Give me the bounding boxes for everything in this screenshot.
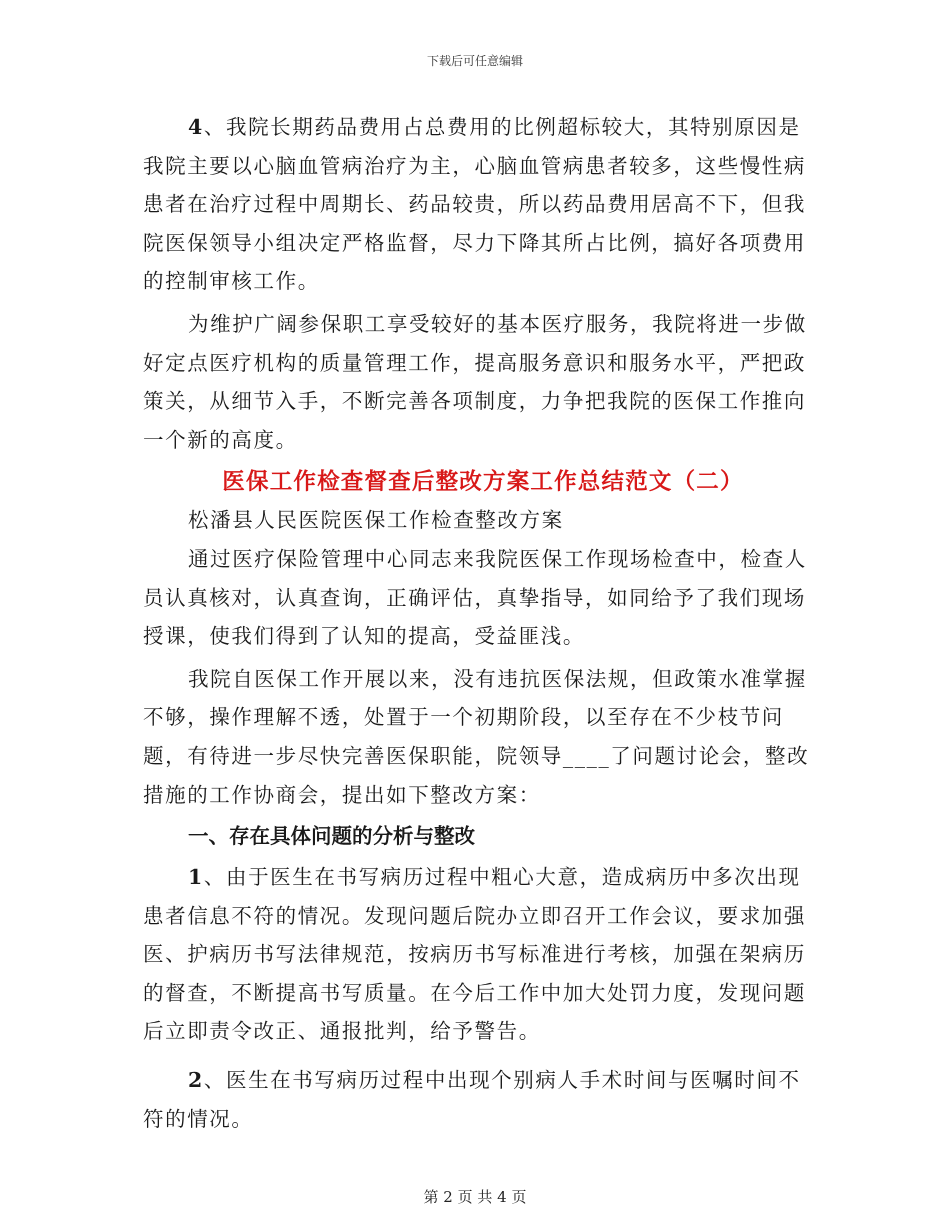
item-number: 2 bbox=[188, 1068, 204, 1093]
page-footer: 第 2 页 共 4 页 bbox=[423, 1188, 527, 1206]
item-number: 4 bbox=[188, 115, 204, 139]
list-item bbox=[143, 858, 813, 1051]
section-title: 医保工作检查督查后整改方案工作总结范文（二） bbox=[222, 469, 744, 496]
list-item-text: 、由于医生在书写病历过程中粗心大意，造成病历中多次出现患者信息不符的情况。发现问题后院办立即召开工作会议，要求加强医、护病历书写法律规范，按病历书写标准进行考核，加强在架病历的督查，不断提高书写质量。在今后工作中加大处罚力度，发现问题后立即责令改正、通报批判，给予警告。 bbox=[143, 865, 806, 1044]
document-subtitle: 松潘县人民医院医保工作检查整改方案 bbox=[188, 508, 564, 533]
page-header-note: 下载后可任意编辑 bbox=[426, 54, 523, 68]
paragraph-item-4 bbox=[143, 108, 813, 301]
list-item bbox=[143, 1061, 813, 1138]
paragraph-intro: 通过医疗保险管理中心同志来我院医保工作现场检查中，检查人员认真核对，认真查询，正确评估，真挚指导，如同给予了我们现场授课，使我们得到了认知的提高，受益匪浅。 bbox=[143, 546, 807, 649]
list-item-text: 、医生在书写病历过程中出现个别病人手术时间与医嘱时间不符的情况。 bbox=[143, 1068, 801, 1131]
paragraph-conclusion: 为维护广阔参保职工享受较好的基本医疗服务，我院将进一步做好定点医疗机构的质量管理工作，提高服务意识和服务水平，严把政策关，从细节入手，不断完善各项制度，力争把我院的医保工作推向一个新的高度。 bbox=[143, 311, 807, 452]
item-number: 1 bbox=[188, 865, 204, 890]
paragraph-status: 我院自医保工作开展以来，没有违抗医保法规，但政策水准掌握不够，操作理解不透，处置于一个初期阶段，以至存在不少枝节问题，有待进一步尽快完善医保职能，院领导____了问题讨论会，整改措施的工作协商会，提出如下整改方案： bbox=[143, 666, 810, 807]
paragraph-text: 、我院长期药品费用占总费用的比例超标较大，其特别原因是我院主要以心脑血管病治疗为主，心脑血管病患者较多，这些慢性病患者在治疗过程中周期长、药品较贵，所以药品费用居高不下，但我院医保领导小组决定严格监督，尽力下降其所占比例，搞好各项费用的控制审核工作。 bbox=[143, 115, 806, 294]
document-body bbox=[143, 108, 813, 1138]
heading-section-one: 一、存在具体问题的分析与整改 bbox=[188, 824, 475, 849]
